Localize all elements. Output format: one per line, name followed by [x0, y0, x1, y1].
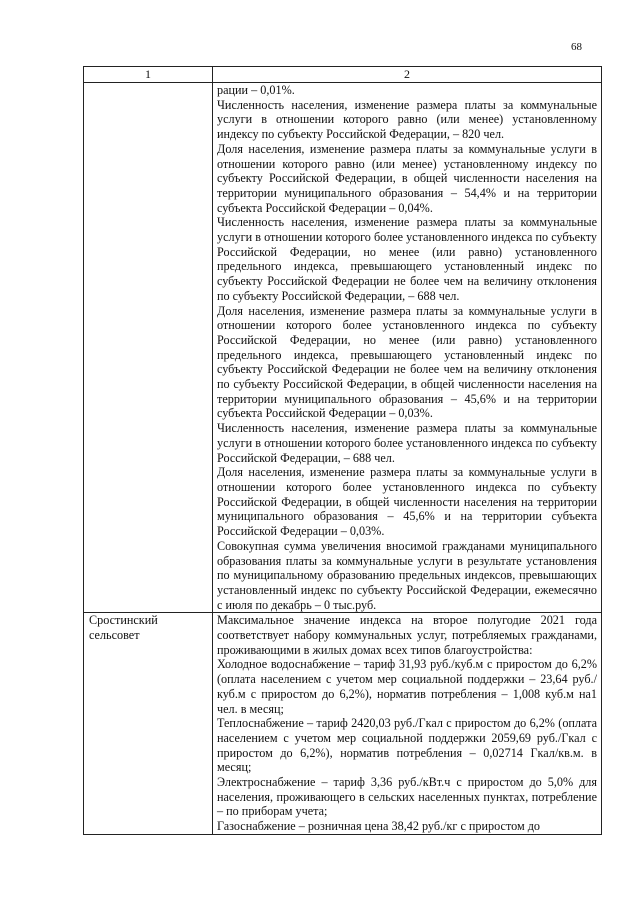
paragraph: Совокупная сумма увеличения вносимой гражданами муниципального образования платы за коммунальные услуги в результате установления по муниципальному образованию предельных индексов, превышающих установленный индекс по субъекту Российской Федерации, ежемесячно с июля по декабрь – 0 тыс.руб.	[217, 538, 597, 612]
data-table	[83, 66, 602, 835]
paragraph: Доля населения, изменение размера платы за коммунальные услуги в отношении которого более установленного индекса по субъекту Российской Федерации, в общей численности населения на территории муниципального образования – 45,6% и на территории субъекта Российской Федерации – 0,03%.	[217, 465, 597, 539]
paragraph: Численность населения, изменение размера платы за коммунальные услуги в отношении которого более установленного индекса по субъекту Российской Федерации, – 688 чел.	[217, 421, 597, 465]
paragraph: Доля населения, изменение размера платы за коммунальные услуги в отношении которого более установленного индекса по субъекту Российской Федерации, но менее (или равно) установленного предельного индекса, превышающего установленный индекс по субъекту Российской Федерации не более чем на величину отклонения по субъекту Российской Федерации, в общей численности населения на территории муниципального образования – 45,6% и на территории субъекта Российской Федерации – 0,03%.	[217, 303, 597, 421]
row-label-cell	[84, 83, 213, 613]
paragraph: Холодное водоснабжение – тариф 31,93 руб./куб.м с приростом до 6,2% (оплата населением с учетом мер социальной поддержки – 23,64 руб./куб.м с приростом до 6,2%), норматив потребления – 1,008 куб.м на1 чел. в месяц;	[217, 657, 597, 716]
paragraph: Газоснабжение – розничная цена 38,42 руб./кг с приростом до	[217, 819, 541, 834]
header-cell-1: 1	[84, 67, 213, 83]
row-content-cell	[213, 83, 602, 613]
table-row	[84, 613, 602, 835]
row-content-cell	[213, 613, 602, 835]
paragraph: Теплоснабжение – тариф 2420,03 руб./Гкал с приростом до 6,2% (оплата населением с учетом мер социальной поддержки 2059,69 руб./Гкал с приростом до 6,2%), норматив потребления – 0,02714 Гкал/кв.м. в месяц;	[217, 716, 597, 775]
table-header-row	[84, 67, 602, 83]
header-cell-2: 2	[213, 67, 602, 83]
paragraph: Численность населения, изменение размера платы за коммунальные услуги в отношении которого более установленного индекса по субъекту Российской Федерации, но менее (или равно) установленного предельного индекса, превышающего установленный индекс по субъекту Российской Федерации не более чем на величину отклонения по субъекту Российской Федерации, – 688 чел.	[217, 215, 597, 303]
paragraph: рации – 0,01%.	[217, 83, 295, 97]
table-row	[84, 83, 602, 613]
paragraph: Максимальное значение индекса на второе полугодие 2021 года соответствует набору коммунальных услуг, потребляемых гражданами, проживающими в жилых домах всех типов благоустройства:	[217, 613, 597, 657]
paragraph: Доля населения, изменение размера платы за коммунальные услуги в отношении которого равно (или менее) установленному индексу по субъекту Российской Федерации, в общей численности населения на территории муниципального образования – 54,4% и на территории субъекта Российской Федерации – 0,04%.	[217, 141, 597, 215]
paragraph: Электроснабжение – тариф 3,36 руб./кВт.ч с приростом до 5,0% для населения, проживающего в сельских населенных пунктах, потребление – по приборам учета;	[217, 775, 597, 819]
page-number: 68	[571, 41, 582, 53]
row-label-cell: Сростинский сельсовет	[84, 613, 213, 835]
paragraph: Численность населения, изменение размера платы за коммунальные услуги в отношении которого равно (или менее) установленному индексу по субъекту Российской Федерации, – 820 чел.	[217, 97, 597, 142]
